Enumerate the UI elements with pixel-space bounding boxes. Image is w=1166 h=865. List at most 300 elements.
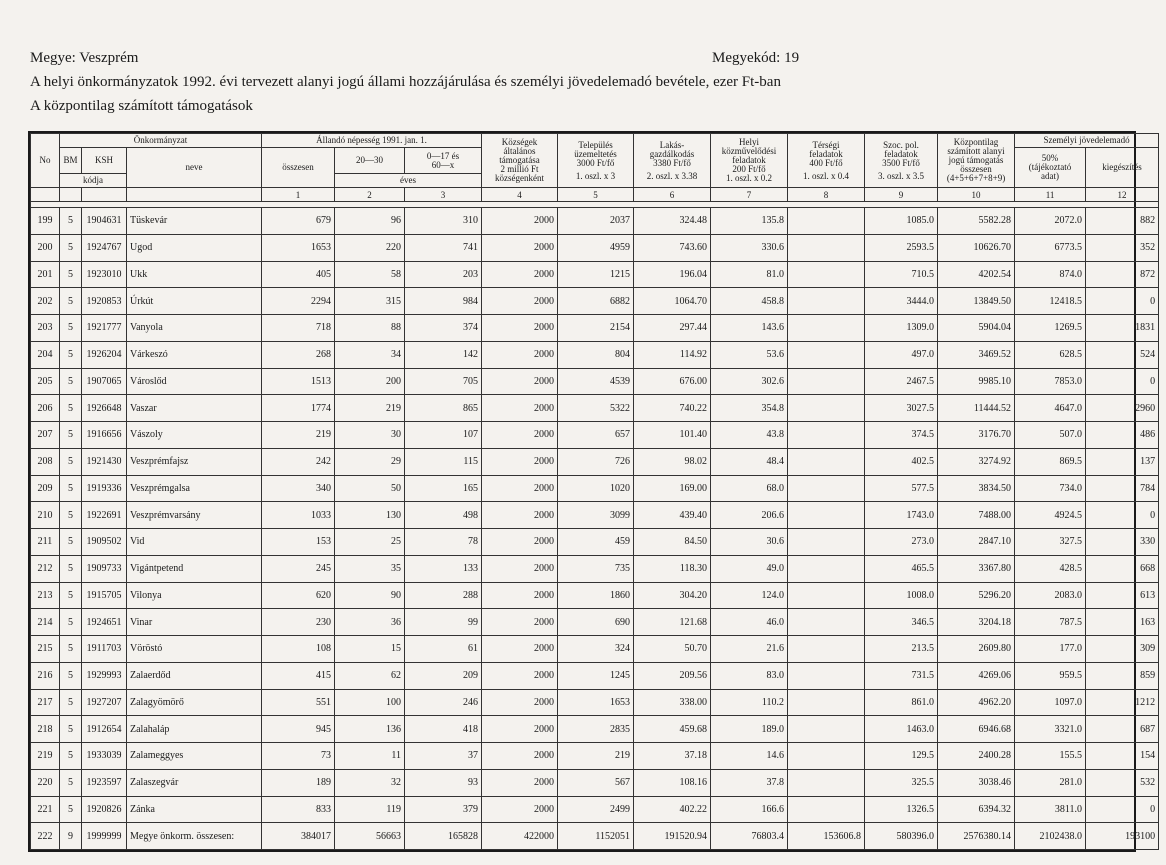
cell-c7: 135.8 [711,208,788,235]
cell-name: Ukk [127,261,262,288]
table-row [31,609,1159,636]
cell-c9: 580396.0 [865,823,938,850]
cell-c6: 37.18 [634,743,711,770]
cell-name: Vászoly [127,422,262,449]
col-bm: BM [60,148,82,174]
cell-bm: 5 [60,208,82,235]
cell-name: Zalaszegvár [127,769,262,796]
col-number: 4 [482,188,558,202]
cell-no: 218 [31,716,60,743]
cell-c6: 743.60 [634,234,711,261]
cell-c5: 2037 [558,208,634,235]
cell-osszesen: 219 [262,422,335,449]
cell-c8 [788,448,865,475]
cell-bm: 5 [60,341,82,368]
cell-bm: 5 [60,502,82,529]
cell-bm: 5 [60,448,82,475]
cell-c7: 354.8 [711,395,788,422]
cell-c4: 2000 [482,582,558,609]
cell-c8 [788,502,865,529]
cell-age-20-30: 56663 [335,823,405,850]
cell-c11: 2083.0 [1015,582,1086,609]
cell-age-20-30: 200 [335,368,405,395]
cell-c12: 1212 [1086,689,1159,716]
cell-c4: 2000 [482,448,558,475]
cell-osszesen: 945 [262,716,335,743]
table-row [31,529,1159,556]
cell-c4: 2000 [482,555,558,582]
cell-c11: 869.5 [1015,448,1086,475]
cell-c8 [788,636,865,663]
cell-osszesen: 108 [262,636,335,663]
col-szja: Személyi jövedelemadó [1015,134,1159,148]
col-number: 5 [558,188,634,202]
cell-c5: 2154 [558,315,634,342]
cell-ksh: 1921430 [82,448,127,475]
cell-c9: 1008.0 [865,582,938,609]
cell-c11: 3321.0 [1015,716,1086,743]
cell-c4: 2000 [482,662,558,689]
table-row [31,448,1159,475]
cell-c10: 3367.80 [938,555,1015,582]
cell-c8 [788,609,865,636]
cell-c6: 98.02 [634,448,711,475]
table-row [31,716,1159,743]
cell-ksh: 1924651 [82,609,127,636]
col-onkormanyzat: Önkormányzat [60,134,262,148]
cell-c10: 3469.52 [938,341,1015,368]
cell-c6: 84.50 [634,529,711,556]
col-no: No [31,134,60,188]
cell-c9: 3027.5 [865,395,938,422]
cell-bm: 5 [60,422,82,449]
cell-age-0-17: 115 [405,448,482,475]
cell-osszesen: 2294 [262,288,335,315]
cell-osszesen: 268 [262,341,335,368]
cell-bm: 5 [60,261,82,288]
cell-osszesen: 1033 [262,502,335,529]
cell-c10: 13849.50 [938,288,1015,315]
col-8: Térségi feladatok 400 Ft/fő 1. oszl. x 0.4 [788,134,865,188]
cell-c7: 68.0 [711,475,788,502]
cell-c7: 166.6 [711,796,788,823]
cell-c10: 5296.20 [938,582,1015,609]
cell-c12: 687 [1086,716,1159,743]
cell-ksh: 1909733 [82,555,127,582]
cell-c6: 297.44 [634,315,711,342]
col-number: 6 [634,188,711,202]
table-row [31,422,1159,449]
cell-c10: 5582.28 [938,208,1015,235]
cell-c11: 1097.0 [1015,689,1086,716]
col-number: 10 [938,188,1015,202]
cell-c12: 872 [1086,261,1159,288]
cell-age-20-30: 58 [335,261,405,288]
cell-c8 [788,395,865,422]
cell-c8 [788,208,865,235]
cell-age-20-30: 62 [335,662,405,689]
col-ksh: KSH [82,148,127,174]
cell-age-0-17: 741 [405,234,482,261]
cell-c9: 1309.0 [865,315,938,342]
col-number: 8 [788,188,865,202]
cell-name: Vanyola [127,315,262,342]
cell-osszesen: 230 [262,609,335,636]
cell-c11: 281.0 [1015,769,1086,796]
cell-osszesen: 340 [262,475,335,502]
cell-c9: 129.5 [865,743,938,770]
cell-c10: 9985.10 [938,368,1015,395]
cell-c6: 459.68 [634,716,711,743]
cell-c6: 1064.70 [634,288,711,315]
cell-ksh: 1929993 [82,662,127,689]
cell-c9: 2593.5 [865,234,938,261]
cell-c5: 4539 [558,368,634,395]
cell-osszesen: 620 [262,582,335,609]
cell-age-20-30: 36 [335,609,405,636]
cell-c12: 0 [1086,796,1159,823]
cell-age-20-30: 119 [335,796,405,823]
cell-bm: 5 [60,609,82,636]
cell-ksh: 1933039 [82,743,127,770]
cell-c7: 14.6 [711,743,788,770]
col-kodja: kódja [60,174,127,188]
cell-c10: 11444.52 [938,395,1015,422]
table-body [31,208,1159,850]
cell-c12: 668 [1086,555,1159,582]
cell-c4: 2000 [482,529,558,556]
cell-c7: 189.0 [711,716,788,743]
cell-name: Vilonya [127,582,262,609]
cell-c12: 352 [1086,234,1159,261]
cell-name: Városlőd [127,368,262,395]
cell-ksh: 1920853 [82,288,127,315]
cell-no: 200 [31,234,60,261]
cell-c4: 2000 [482,395,558,422]
cell-c7: 330.6 [711,234,788,261]
cell-bm: 5 [60,395,82,422]
cell-ksh: 1904631 [82,208,127,235]
table-row [31,395,1159,422]
cell-c12: 0 [1086,368,1159,395]
cell-age-0-17: 209 [405,662,482,689]
cell-name: Vöröstó [127,636,262,663]
cell-c8 [788,368,865,395]
table-row [31,234,1159,261]
cell-c11: 6773.5 [1015,234,1086,261]
cell-age-0-17: 78 [405,529,482,556]
cell-c7: 206.6 [711,502,788,529]
cell-no: 215 [31,636,60,663]
cell-c11: 12418.5 [1015,288,1086,315]
cell-c9: 1326.5 [865,796,938,823]
cell-c8 [788,341,865,368]
cell-c5: 4959 [558,234,634,261]
cell-age-20-30: 88 [335,315,405,342]
cell-c10: 4269.06 [938,662,1015,689]
cell-c9: 1463.0 [865,716,938,743]
cell-c8 [788,662,865,689]
cell-c6: 114.92 [634,341,711,368]
table-row [31,823,1159,850]
cell-c12: 1831 [1086,315,1159,342]
cell-c5: 735 [558,555,634,582]
cell-bm: 5 [60,769,82,796]
cell-bm: 9 [60,823,82,850]
cell-bm: 5 [60,716,82,743]
cell-age-20-30: 11 [335,743,405,770]
cell-bm: 5 [60,662,82,689]
cell-c8 [788,716,865,743]
cell-ksh: 1907065 [82,368,127,395]
cell-age-0-17: 203 [405,261,482,288]
cell-c5: 6882 [558,288,634,315]
table-row [31,368,1159,395]
table-row [31,662,1159,689]
cell-c11: 4924.5 [1015,502,1086,529]
cell-age-0-17: 288 [405,582,482,609]
cell-c4: 2000 [482,288,558,315]
county-label: Megye: Veszprém [30,50,139,66]
cell-c7: 110.2 [711,689,788,716]
cell-no: 208 [31,448,60,475]
cell-c11: 2102438.0 [1015,823,1086,850]
cell-c5: 726 [558,448,634,475]
column-number-row [31,188,1159,202]
col-neve: neve [127,148,262,188]
cell-ksh: 1909502 [82,529,127,556]
cell-c5: 1860 [558,582,634,609]
cell-age-20-30: 35 [335,555,405,582]
cell-name: Tüskevár [127,208,262,235]
cell-age-0-17: 984 [405,288,482,315]
cell-c10: 3204.18 [938,609,1015,636]
cell-c5: 1215 [558,261,634,288]
cell-c5: 459 [558,529,634,556]
col-number: 9 [865,188,938,202]
cell-ksh: 1921777 [82,315,127,342]
cell-c4: 2000 [482,341,558,368]
cell-age-0-17: 498 [405,502,482,529]
cell-c8 [788,422,865,449]
cell-no: 207 [31,422,60,449]
cell-c4: 2000 [482,368,558,395]
cell-c10: 6394.32 [938,796,1015,823]
table-row [31,796,1159,823]
cell-c5: 1152051 [558,823,634,850]
cell-no: 199 [31,208,60,235]
cell-c9: 497.0 [865,341,938,368]
cell-ksh: 1923597 [82,769,127,796]
cell-c11: 959.5 [1015,662,1086,689]
cell-c6: 740.22 [634,395,711,422]
cell-c12: 859 [1086,662,1159,689]
cell-c8 [788,529,865,556]
cell-c9: 861.0 [865,689,938,716]
cell-c8 [788,582,865,609]
cell-age-0-17: 165828 [405,823,482,850]
cell-c9: 710.5 [865,261,938,288]
cell-osszesen: 679 [262,208,335,235]
cell-c4: 2000 [482,422,558,449]
cell-osszesen: 718 [262,315,335,342]
cell-c10: 2609.80 [938,636,1015,663]
cell-age-20-30: 34 [335,341,405,368]
cell-c5: 567 [558,769,634,796]
cell-c4: 2000 [482,689,558,716]
cell-bm: 5 [60,234,82,261]
table-row [31,475,1159,502]
cell-c5: 2499 [558,796,634,823]
cell-age-0-17: 165 [405,475,482,502]
cell-age-20-30: 136 [335,716,405,743]
cell-age-0-17: 61 [405,636,482,663]
cell-c5: 3099 [558,502,634,529]
cell-c5: 5322 [558,395,634,422]
cell-c7: 124.0 [711,582,788,609]
cell-c7: 81.0 [711,261,788,288]
cell-no: 209 [31,475,60,502]
cell-osszesen: 833 [262,796,335,823]
cell-osszesen: 189 [262,769,335,796]
cell-c12: 784 [1086,475,1159,502]
cell-osszesen: 415 [262,662,335,689]
cell-c10: 10626.70 [938,234,1015,261]
cell-age-20-30: 15 [335,636,405,663]
table-row [31,582,1159,609]
cell-ksh: 1916656 [82,422,127,449]
table-row [31,261,1159,288]
cell-no: 204 [31,341,60,368]
cell-c12: 532 [1086,769,1159,796]
cell-c6: 108.16 [634,769,711,796]
cell-age-0-17: 246 [405,689,482,716]
cell-bm: 5 [60,689,82,716]
cell-c5: 1653 [558,689,634,716]
cell-c9: 273.0 [865,529,938,556]
cell-c10: 3038.46 [938,769,1015,796]
cell-c6: 402.22 [634,796,711,823]
cell-c10: 4962.20 [938,689,1015,716]
cell-no: 220 [31,769,60,796]
cell-c11: 428.5 [1015,555,1086,582]
col-age-0-17: 0—17 és 60—x [405,148,482,174]
cell-c4: 2000 [482,261,558,288]
cell-ksh: 1922691 [82,502,127,529]
cell-c5: 804 [558,341,634,368]
col-4: Községek általános támogatása 2 millió Ft községenként [482,134,558,188]
cell-c7: 30.6 [711,529,788,556]
cell-osszesen: 1653 [262,234,335,261]
cell-osszesen: 384017 [262,823,335,850]
cell-c9: 213.5 [865,636,938,663]
cell-age-20-30: 220 [335,234,405,261]
cell-c11: 3811.0 [1015,796,1086,823]
cell-c8 [788,475,865,502]
cell-c4: 2000 [482,769,558,796]
cell-c10: 2847.10 [938,529,1015,556]
cell-age-0-17: 705 [405,368,482,395]
table-row [31,743,1159,770]
cell-c11: 874.0 [1015,261,1086,288]
cell-c6: 676.00 [634,368,711,395]
cell-c10: 5904.04 [938,315,1015,342]
cell-c5: 2835 [558,716,634,743]
cell-age-0-17: 37 [405,743,482,770]
cell-c10: 6946.68 [938,716,1015,743]
cell-c7: 458.8 [711,288,788,315]
cell-c4: 2000 [482,609,558,636]
cell-c7: 49.0 [711,555,788,582]
cell-c9: 731.5 [865,662,938,689]
cell-name: Zalaerdőd [127,662,262,689]
cell-bm: 5 [60,636,82,663]
cell-age-20-30: 32 [335,769,405,796]
cell-bm: 5 [60,315,82,342]
cell-c7: 21.6 [711,636,788,663]
cell-no: 202 [31,288,60,315]
cell-c4: 2000 [482,234,558,261]
data-table [30,133,1159,850]
cell-c12: 137 [1086,448,1159,475]
cell-c7: 48.4 [711,448,788,475]
cell-name: Vaszar [127,395,262,422]
cell-no: 211 [31,529,60,556]
cell-age-20-30: 130 [335,502,405,529]
cell-age-20-30: 50 [335,475,405,502]
cell-bm: 5 [60,288,82,315]
cell-c5: 690 [558,609,634,636]
cell-c8 [788,288,865,315]
col-10: Központilag számított alanyi jogú támogatás összesen (4+5+6+7+8+9) [938,134,1015,188]
cell-c12: 2960 [1086,395,1159,422]
cell-c7: 37.8 [711,769,788,796]
table-row [31,555,1159,582]
page-subtitle: A központilag számított támogatások [30,98,253,114]
cell-name: Úrkút [127,288,262,315]
cell-ksh: 1926204 [82,341,127,368]
table-row [31,288,1159,315]
cell-name: Veszprémvarsány [127,502,262,529]
cell-ksh: 1926648 [82,395,127,422]
cell-age-0-17: 310 [405,208,482,235]
cell-c11: 7853.0 [1015,368,1086,395]
cell-c4: 2000 [482,716,558,743]
cell-no: 216 [31,662,60,689]
cell-bm: 5 [60,529,82,556]
cell-c11: 1269.5 [1015,315,1086,342]
cell-age-0-17: 418 [405,716,482,743]
cell-age-20-30: 100 [335,689,405,716]
cell-c6: 121.68 [634,609,711,636]
cell-c5: 1020 [558,475,634,502]
cell-osszesen: 153 [262,529,335,556]
cell-name: Várkeszó [127,341,262,368]
cell-c11: 177.0 [1015,636,1086,663]
col-11: 50% (tájékoztató adat) [1015,148,1086,188]
cell-bm: 5 [60,796,82,823]
cell-c8 [788,234,865,261]
cell-age-20-30: 219 [335,395,405,422]
cell-c4: 2000 [482,208,558,235]
cell-no: 206 [31,395,60,422]
col-number: 3 [405,188,482,202]
cell-age-0-17: 99 [405,609,482,636]
cell-no: 210 [31,502,60,529]
cell-ksh: 1924767 [82,234,127,261]
cell-no: 217 [31,689,60,716]
cell-c12: 524 [1086,341,1159,368]
